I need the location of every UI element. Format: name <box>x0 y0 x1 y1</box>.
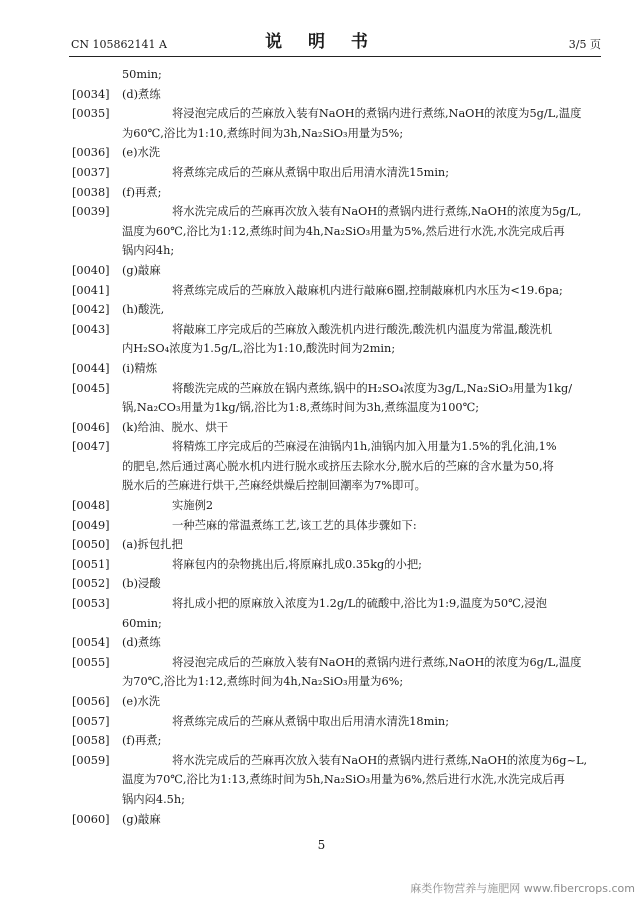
line-text: 将煮练完成后的苎麻从煮锅中取出后用清水清洗18min; <box>172 714 450 728</box>
text-line <box>72 143 592 163</box>
page-number: 5 <box>317 838 326 852</box>
line-text: 为60℃,浴比为1:10,煮练时间为3h,Na₂SiO₃用量为5%; <box>122 126 404 140</box>
paragraph-number: [0060] <box>72 812 110 826</box>
text-line <box>72 751 592 771</box>
text-line <box>72 202 592 222</box>
line-text: 60min; <box>122 616 162 630</box>
paragraph-number: [0046] <box>72 420 110 434</box>
paragraph-number: [0044] <box>72 361 110 375</box>
line-text: (d)煮练 <box>122 87 161 101</box>
text-line <box>72 692 592 712</box>
text-line <box>72 359 592 379</box>
text-line <box>72 339 592 359</box>
line-text: 将水洗完成后的苎麻再次放入装有NaOH的煮锅内进行煮练,NaOH的浓度为5g/L, <box>172 205 582 219</box>
text-line <box>72 516 592 536</box>
line-text: 温度为70℃,浴比为1:13,煮练时间为5h,Na₂SiO₃用量为6%,然后进行水洗,水洗完成后再 <box>122 773 565 787</box>
line-text: (d)煮练 <box>122 636 161 650</box>
paragraph-number: [0054] <box>72 636 110 650</box>
paragraph-number: [0045] <box>72 381 110 395</box>
text-line <box>72 731 592 751</box>
line-text: 将敲麻工序完成后的苎麻放入酸洗机内进行酸洗,酸洗机内温度为常温,酸洗机 <box>172 322 552 336</box>
page-count: 3/5 页 <box>568 38 601 51</box>
line-text: (f)再煮; <box>122 185 162 199</box>
line-text: 锅内闷4h; <box>122 244 175 258</box>
text-line <box>72 104 592 124</box>
line-text: 锅内闷4.5h; <box>122 792 185 806</box>
paragraph-number: [0047] <box>72 440 110 454</box>
paragraph-number: [0038] <box>72 185 110 199</box>
line-text: (h)酸洗, <box>122 303 165 317</box>
text-line <box>72 633 592 653</box>
text-line <box>72 672 592 692</box>
paragraph-number: [0048] <box>72 499 110 513</box>
line-text: 锅,Na₂CO₃用量为1kg/锅,浴比为1:8,煮练时间为3h,煮练温度为100℃; <box>122 401 480 415</box>
text-line <box>72 594 592 614</box>
header-rule <box>69 56 601 57</box>
watermark: 麻类作物营养与施肥网 www.fibercrops.com <box>410 882 635 895</box>
text-line <box>72 437 592 457</box>
line-text: 将煮练完成后的苎麻从煮锅中取出后用清水清洗15min; <box>172 165 450 179</box>
line-text: (i)精炼 <box>122 361 158 375</box>
line-text: (g)敲麻 <box>122 263 161 277</box>
paragraph-number: [0034] <box>72 87 110 101</box>
line-text: (e)水洗 <box>122 695 161 708</box>
line-text: 50min; <box>122 68 162 81</box>
document-body <box>72 65 592 829</box>
patent-number: CN 105862141 A <box>71 38 167 51</box>
line-text: 将精炼工序完成后的苎麻浸在油锅内1h,油锅内加入用量为1.5%的乳化油,1% <box>172 440 557 454</box>
text-line <box>72 790 592 810</box>
text-line <box>72 770 592 790</box>
paragraph-number: [0035] <box>72 107 110 121</box>
paragraph-number: [0039] <box>72 205 110 219</box>
paragraph-number: [0050] <box>72 538 110 552</box>
paragraph-number: [0059] <box>72 753 110 767</box>
line-text: (f)再煮; <box>122 734 162 748</box>
text-line <box>72 555 592 575</box>
paragraph-number: [0049] <box>72 518 110 532</box>
line-text: (e)水洗 <box>122 146 161 160</box>
text-line <box>72 574 592 594</box>
paragraph-number: [0052] <box>72 577 110 591</box>
line-text: 将煮练完成后的苎麻放入敲麻机内进行敲麻6圈,控制敲麻机内水压为<19.6pa; <box>172 283 563 297</box>
paragraph-number: [0056] <box>72 695 110 708</box>
line-text: 将麻包内的杂物挑出后,将原麻扎成0.35kg的小把; <box>172 557 422 571</box>
document-title: 说 明 书 <box>265 32 378 52</box>
text-line <box>72 281 592 301</box>
text-line <box>72 222 592 242</box>
text-line <box>72 398 592 418</box>
text-line <box>72 614 592 634</box>
line-text: (b)浸酸 <box>122 577 161 591</box>
line-text: (g)敲麻 <box>122 812 161 826</box>
line-text: 脱水后的苎麻进行烘干,苎麻经烘燥后控制回潮率为7%即可。 <box>122 479 426 493</box>
text-line <box>72 653 592 673</box>
paragraph-number: [0036] <box>72 146 110 160</box>
line-text: 将酸洗完成的苎麻放在锅内煮练,锅中的H₂SO₄浓度为3g/L,Na₂SiO₃用量为1kg/ <box>172 381 573 395</box>
text-line <box>72 183 592 203</box>
text-line <box>72 457 592 477</box>
text-line <box>72 65 592 85</box>
text-line <box>72 535 592 555</box>
paragraph-number: [0043] <box>72 322 110 336</box>
text-line <box>72 300 592 320</box>
text-line <box>72 476 592 496</box>
line-text: 将扎成小把的原麻放入浓度为1.2g/L的硫酸中,浴比为1:9,温度为50℃,浸泡 <box>172 597 547 611</box>
text-line <box>72 712 592 732</box>
text-line <box>72 124 592 144</box>
text-line <box>72 320 592 340</box>
paragraph-number: [0041] <box>72 283 110 297</box>
paragraph-number: [0037] <box>72 165 110 179</box>
text-line <box>72 496 592 516</box>
text-line <box>72 163 592 183</box>
line-text: 为70℃,浴比为1:12,煮练时间为4h,Na₂SiO₃用量为6%; <box>122 675 404 689</box>
text-line <box>72 261 592 281</box>
line-text: 实施例2 <box>172 499 214 513</box>
text-line <box>72 418 592 438</box>
line-text: 一种苎麻的常温煮练工艺,该工艺的具体步骤如下: <box>172 518 417 532</box>
line-text: 温度为60℃,浴比为1:12,煮练时间为4h,Na₂SiO₃用量为5%,然后进行水洗,水洗完成后再 <box>122 224 565 238</box>
text-line <box>72 85 592 105</box>
line-text: 内H₂SO₄浓度为1.5g/L,浴比为1:10,酸洗时间为2min; <box>122 342 396 356</box>
paragraph-number: [0042] <box>72 303 110 317</box>
paragraph-number: [0055] <box>72 655 110 669</box>
line-text: 将浸泡完成后的苎麻放入装有NaOH的煮锅内进行煮练,NaOH的浓度为5g/L,温度 <box>172 107 582 121</box>
text-line <box>72 241 592 261</box>
paragraph-number: [0058] <box>72 734 110 748</box>
paragraph-number: [0057] <box>72 714 110 728</box>
line-text: 的肥皂,然后通过离心脱水机内进行脱水或挤压去除水分,脱水后的苎麻的含水量为50,将 <box>122 459 554 473</box>
text-line <box>72 379 592 399</box>
line-text: (k)给油、脱水、烘干 <box>122 420 229 434</box>
paragraph-number: [0051] <box>72 557 110 571</box>
text-line <box>72 810 592 830</box>
paragraph-number: [0040] <box>72 263 110 277</box>
line-text: 将浸泡完成后的苎麻放入装有NaOH的煮锅内进行煮练,NaOH的浓度为6g/L,温度 <box>172 655 582 669</box>
paragraph-number: [0053] <box>72 597 110 611</box>
line-text: (a)拆包扎把 <box>122 538 183 552</box>
line-text: 将水洗完成后的苎麻再次放入装有NaOH的煮锅内进行煮练,NaOH的浓度为6g~L, <box>172 753 588 767</box>
